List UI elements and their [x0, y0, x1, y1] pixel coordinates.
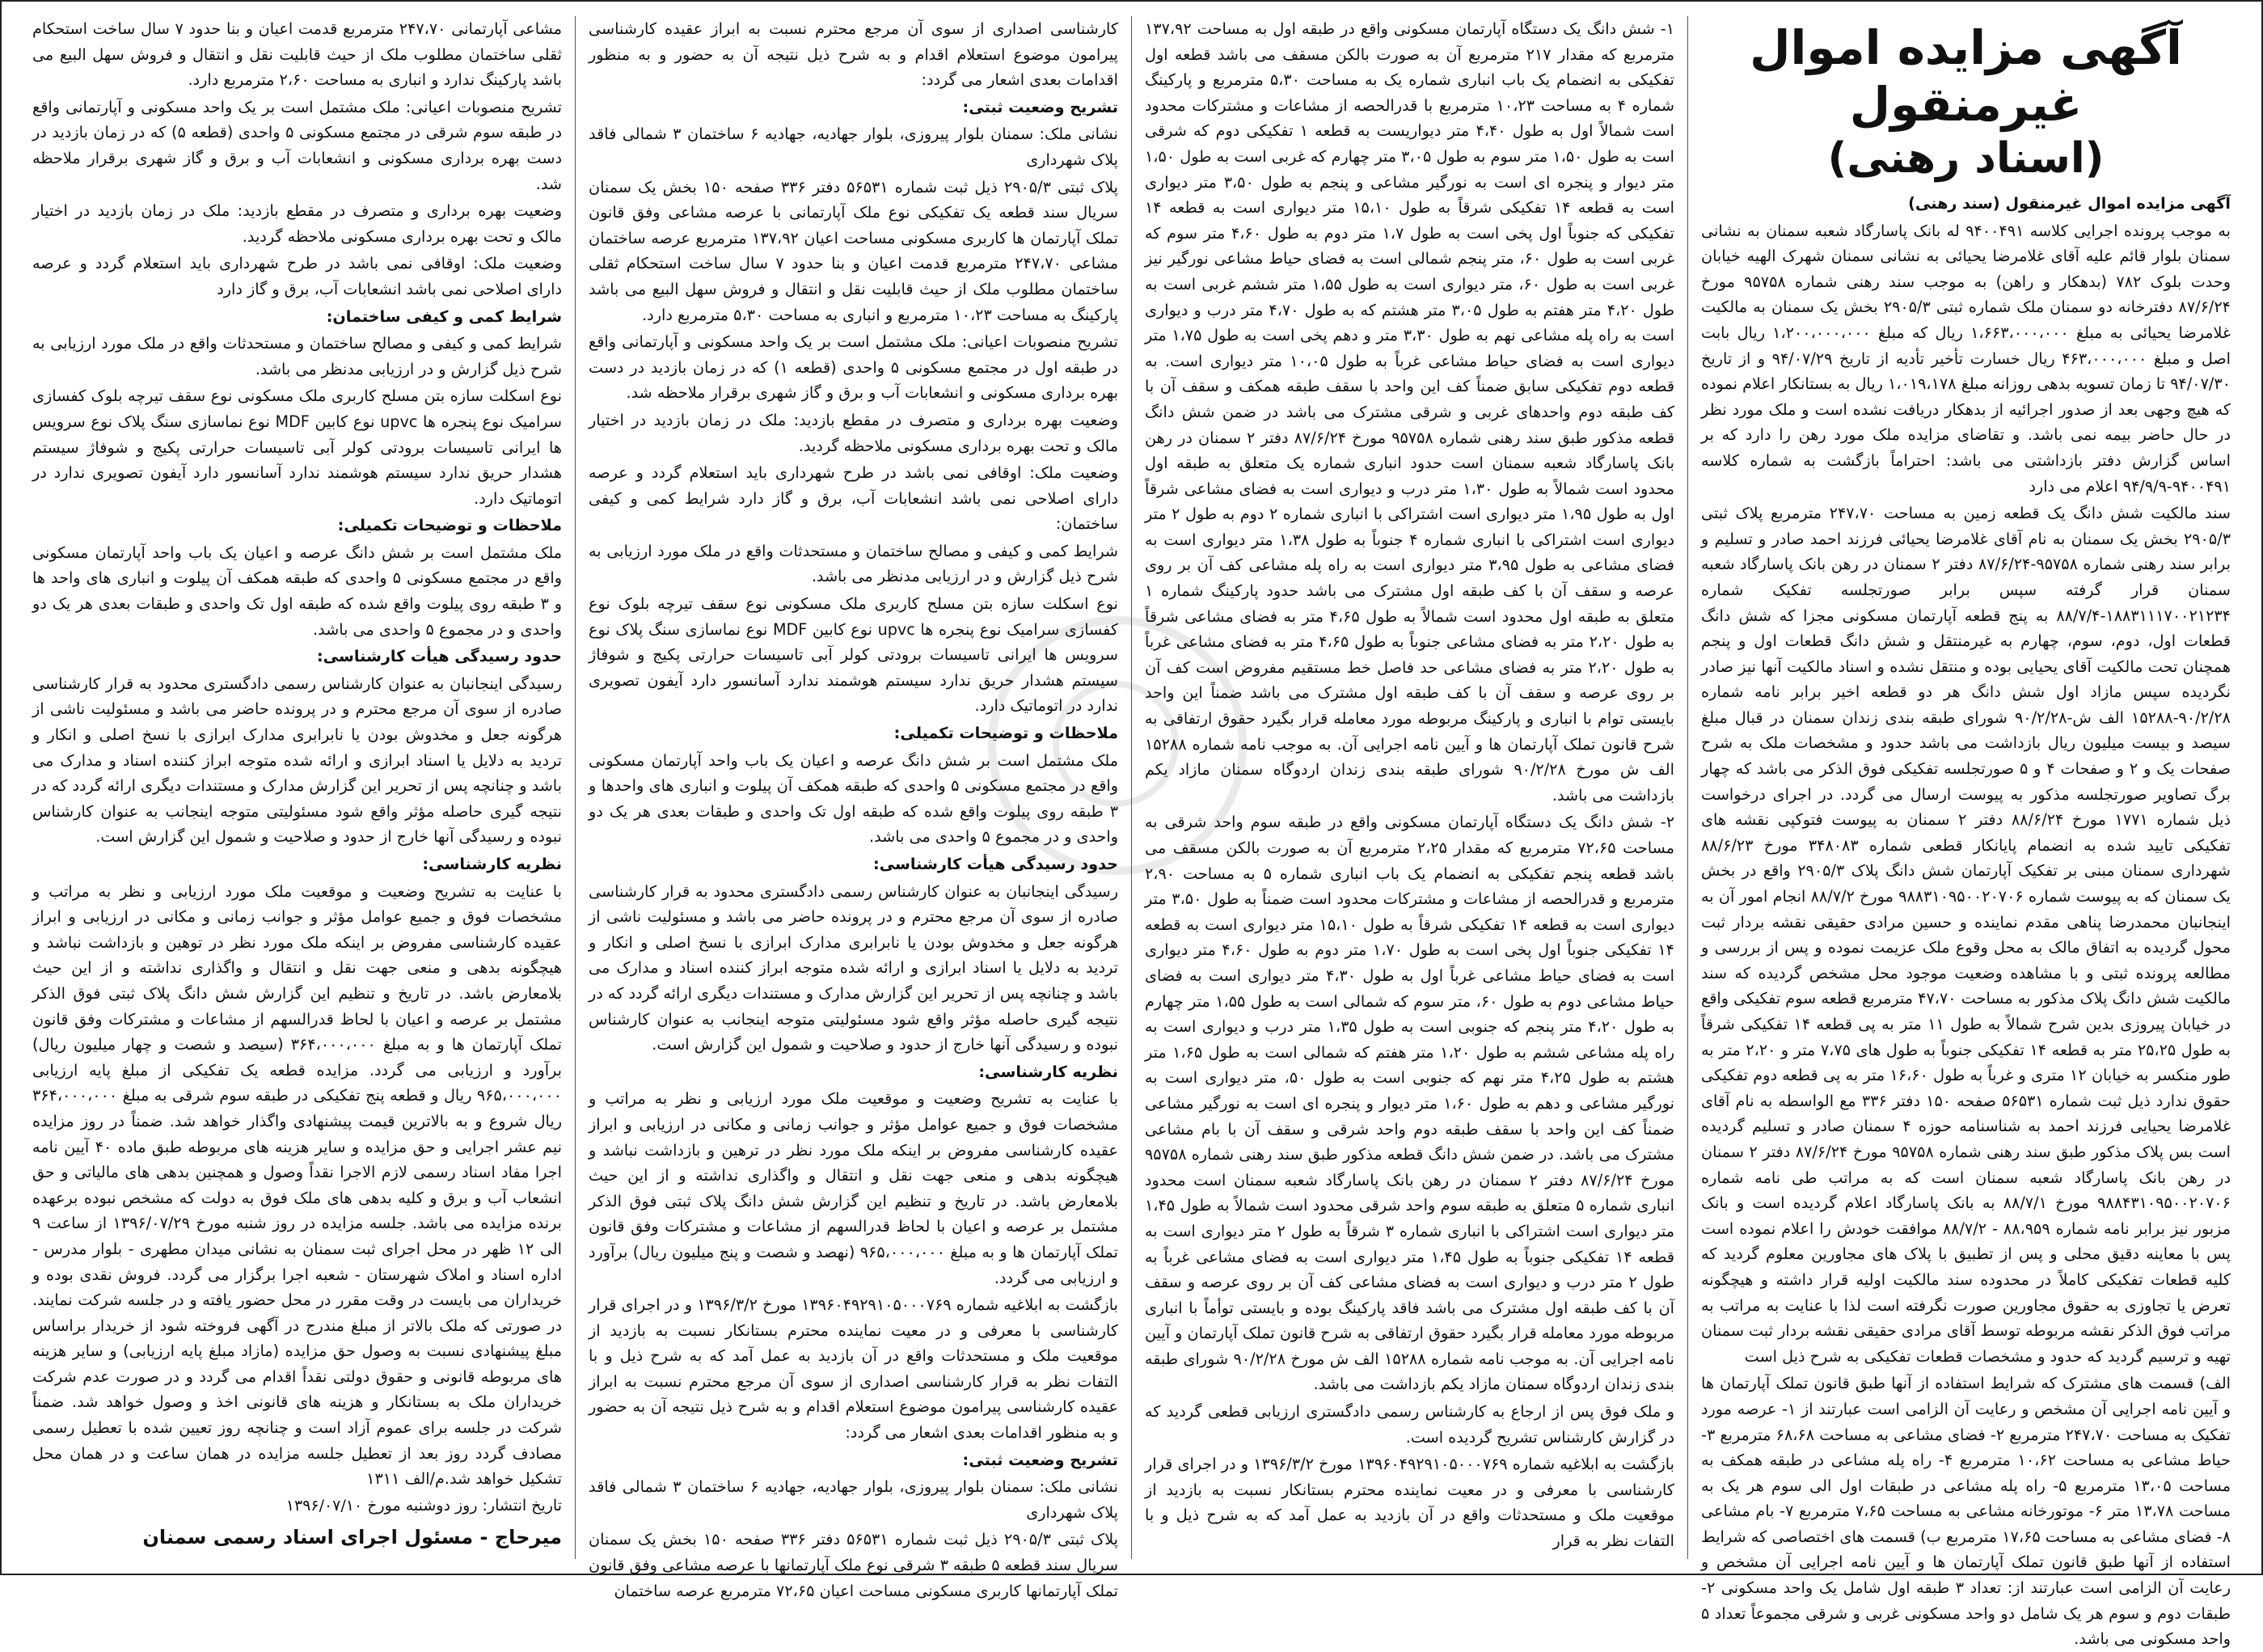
paragraph: تشریح منصوبات اعیانی: ملک مشتمل است بر یک واحد مسکونی و آپارتمانی واقع در طبقه سوم شرقی در مجتمع مسکونی ۵ واحدی (قطعه ۵) که در زمان بازدید در دست بهره برداری مسکونی و انشعابات آب و برق و گاز شهری برقرار ملاحظه شد. [32, 97, 562, 193]
section-heading: تشریح وضعیت ثبتی: [962, 1450, 1118, 1469]
paragraph: پلاک ثبتی ۲۹۰۵/۳ ذیل ثبت شماره ۵۶۵۳۱ دفتر ۳۳۶ صفحه ۱۵۰ بخش یک سمنان سریال سند قطعه یک تفکیکی نوع ملک آپارتمانی با عرصه مشاعی وفق قانون تملک آپارتمان ها کاربری مسکونی مساحت اعیان ۱۳۷،۹۲ مترمربع عرصه ساختمان مشاعی ۲۴۷،۷۰ مترمربع قدمت اعیان و بنا حدود ۷ سال ساخت استحکام ثقلی ساختمان مطلوب ملک از حیث قابلیت نقل و انتقال و فروش سهل البیع می باشد پارکینگ به مساحت ۱۰،۲۳ مترمربع و انباری به مساحت ۵،۳۰ مترمربع دارد. [589, 177, 1119, 324]
paragraph: سند مالکیت شش دانگ یک قطعه زمین به مساحت ۲۴۷،۷۰ مترمربع پلاک ثبتی ۲۹۰۵/۳ بخش یک سمنان به نام آقای غلامرضا یحیائی فرزند احمد صادر و تسلیم و برابر سند رهنی شماره ۹۵۷۵۸-۸۷/۶/۲۴ دفتر ۲ سمنان در رهن بانک پاسارگاد شعبه سمنان قرار گرفته سپس برابر صورتجلسه تفکیک شماره ۱۸۸۳۱۱۱۷۰۰۲۱۲۳۴-۸۸/۷/۴ به پنج قطعه آپارتمان مسکونی مجزا که شش دانگ قطعات اول، دوم، سوم، چهارم به غیرمنتقل و شش دانگ قطعات اول و پنجم همچنان تحت مالکیت آقای یحیایی بوده و منتقل نشده و اسناد مالکیت آنها نیز صادر نگردیده سپس مازاد اول شش دانگ هر دو قطعه اخیر برابر نامه شماره ۹۰/۲/۲۸-۱۵۲۸۸ الف ش-۹۰/۲/۲۸ شورای طبقه بندی زندان سمنان در قبال مبلغ سیصد و بیست میلیون ریال بازداشت می باشد حدود و مشخصات ملک به شرح صفحات یک و ۲ و صفحات ۴ و ۵ صورتجلسه تفکیکی فوق الذکر می باشد که چهار برگ تصاویر صورتجلسه مذکور به پیوست ارسال می گردد. در اجرای درخواست ذیل شماره ۱۷۷۱ مورخ ۸۸/۶/۲۴ دفتر ۲ سمنان به پیوست فتوکپی نقشه های تفکیکی تایید شده به انضمام پایانکار قطعی شماره ۳۴۸۰۸۳ مورخ ۸۸/۶/۲۳ شهرداری سمنان مبنی بر تفکیک آپارتمان شش دانگ پلاک ۲۹۰۵/۳ واقع در بخش یک سمنان که به پیوست شماره ۹۸۸۳۱۰۹۵۰۰۲۰۷۰۶ مورخ ۸۸/۷/۲ انجام امور آن به اینجانبان محمدرضا پناهی مقدم نماینده و حسین مرادی حقیقی نقشه بردار ثبت محول گردیده به اتفاق مالک به محل وقوع ملک عزیمت نموده و پس از بررسی و مطالعه پرونده ثبتی و با مشاهده وضعیت موجود محل مشخص گردیده که سند مالکیت شش دانگ پلاک مذکور به مساحت ۴۷،۷۰ مترمربع قطعه سوم تفکیکی واقع در خیابان پیروزی بدین شرح شمالاً به طول ۱۱ متر به پی قطعه ۱۴ تفکیکی شرقاً به طول ۲۵،۲۵ متر به قطعه ۱۴ تفکیکی جنوباً به طول های ۷،۷۵ متر و ۲،۲۰ متر به طور منکسر به خیابان ۱۲ متری و غرباً به طول ۱۶،۶۰ متر به پی قطعه دوم تفکیکی حقوق ندارد ذیل ثبت شماره ۵۶۵۳۱ صفحه ۱۵۰ دفتر ۳۳۶ مع الواسطه به نام آقای غلامرضا یحیایی فرزند احمد به شناسنامه حوزه ۴ سمنان صادر و تسلیم گردیده است بس پلاک مذکور طبق سند رهنی شماره ۹۵۷۵۸ مورخ ۸۷/۶/۲۴ دفتر ۲ سمنان در رهن بانک پاسارگاد شعبه سمنان است که به مراتب طی نامه شماره ۹۸۸۴۳۱۰۹۵۰۰۲۰۷۰۶ مورخ ۸۸/۷/۱ به بانک پاسارگاد اعلام گردیده است و بانک مزبور نیز برابر نامه شماره ۸۸،۹۵۹ - ۸۸/۷/۲ موافقت خودش را اعلام نموده است پس با معاینه دقیق محلی و پس از تطبیق با پلاک های مجاورین معلوم گردید که کلیه قطعات تفکیکی کاملاً در محدوده سند مالکیت اولیه قرار داشته و هیچگونه تعرض یا تجاوزی به حقوق مجاورین صورت نگرفته است لذا با عنایت به مراتب به مراتب فوق الذکر نقشه مربوطه توسط آقای مرادی حقیقی نقشه بردار ثبت سمنان تهیه و ترسیم گردید که حدود و مشخصات قطعات تفکیکی به شرح ذیل است [1701, 504, 2231, 1366]
paragraph: نشانی ملک: سمنان بلوار پیروزی، بلوار جهادیه، جهادیه ۶ ساختمان ۳ شمالی فاقد پلاک شهرداری [589, 125, 1118, 169]
paragraph: وضعیت ملک: اوقافی نمی باشد در طرح شهرداری باید استعلام گردد و عرصه دارای اصلاحی نمی باشد انشعابات آب، برق و گاز دارد شرایط کمی و کیفی ساختمان: [589, 463, 1118, 534]
section-heading: آگهی مزایده اموال غیرمنقول (سند رهنی) [1908, 194, 2231, 213]
ad-title: آگهی مزایده اموال غیرمنقول [1750, 20, 2182, 132]
column-4 [19, 16, 576, 1559]
paragraph: کارشناسی اصداری از سوی آن مرجع محترم نسبت به ابراز عقیده کارشناسی پیرامون موضوع استعلام اقدام و به شرح ذیل نتیجه آن به حضور و به منظور اقدامات بعدی اشعار می گردد: [589, 19, 1118, 90]
paragraph: شرایط کمی و کیفی و مصالح ساختمان و مستحدثات واقع در ملک مورد ارزیابی به شرح ذیل گزارش و در ارزیابی مدنظر می باشد. [32, 334, 562, 378]
section-heading: حدود رسیدگی هیأت کارشناسی: [316, 647, 562, 666]
publication-date: تاریخ انتشار: روز دوشنبه مورخ ۱۳۹۶/۰۷/۱۰ [285, 1496, 562, 1515]
section-heading: نظریه کارشناسی: [422, 855, 562, 873]
column-1 [1688, 16, 2244, 1649]
paragraph: با عنایت به تشریح وضعیت و موقعیت ملک مورد ارزیابی و نظر به مراتب و مشخصات فوق و جمیع عوامل مؤثر و جوانب زمانی و مکانی در ارزیابی و ابراز عقیده کارشناسی مفروض بر اینکه ملک مورد نظر در توهین و بازداشت نباشد و هیچگونه بدهی و منعی جهت نقل و انتقال و واگذاری نداشته و از این حیث بلامعارض باشد. در تاریخ و تنظیم این گزارش شش دانگ پلاک ثبتی فوق الذکر مشتمل بر عرصه و اعیان با لحاظ قدرالسهم از مشاعات و مشترکات وفق قانون تملک آپارتمان ها و به مبلغ ۳۶۴،۰۰۰،۰۰۰ (سیصد و شصت و چهار میلیون ریال) برآورد و ارزیابی می گردد. مزایده قطعه یک تفکیکی از مبلغ پایه ارزیابی ۹۶۵،۰۰۰،۰۰۰ ریال و قطعه پنج تفکیکی در طبقه سوم شرقی به مبلغ ۳۶۴،۰۰۰،۰۰۰ ریال شروع و به بالاترین قیمت پیشنهادی واگذار خواهد شد. ضمناً در روز مزایده نیم عشر اجرایی و حق مزایده و سایر هزینه های مربوطه طبق ماده ۴۰ آیین نامه اجرا مفاد اسناد رسمی لازم الاجرا نقداً وصول و همچنین بدهی های مالیاتی و حق انشعاب آب و برق و کلیه بدهی های ملک فوق به دولت که مشخص نبوده برعهده برنده مزایده می باشد. جلسه مزایده در روز شنبه مورخ ۱۳۹۶/۰۷/۲۹ از ساعت ۹ الی ۱۲ ظهر در محل اجرای ثبت سمنان به نشانی میدان مطهری - بلوار مدرس - اداره اسناد و املاک شهرستان - شعبه اجرا برگزار می گردد. فروش نقدی بوده و خریداران می بایست در وقت مقرر در محل حضور یافته و در جلسه شرکت نمایند. در صورتی که ملک بالاتر از مبلغ مندرج در آگهی فروخته شود از خریدار براساس مبلغ پیشنهادی نسبت به وصول حق مزایده (مازاد مبلغ پایه ارزیابی) و سایر هزینه های مربوطه قانونی و حقوق دولتی نقداً اقدام می گردد و در صورت عدم شرکت خریداران ملک به بستانکار و هزینه های قانونی اخذ و وصول خواهد شد. ضمناً شرکت در جلسه برای عموم آزاد است و چنانچه روز تعیین شده با تعطیل رسمی مصادف گردد روز بعد از تعطیل جلسه مزایده در همان ساعت و در همان محل تشکیل خواهد شد.م/الف ۱۳۱۱ [32, 881, 563, 1489]
paragraph: ملک مشتمل است بر شش دانگ عرصه و اعیان یک باب واحد آپارتمان مسکونی واقع در مجتمع مسکونی ۵ واحدی که طبقه همکف آن پیلوت و انباری های واحد ها و ۳ طبقه روی پیلوت واقع شده که طبقه اول تک واحدی و طبقات بعدی هر یک دو واحدی و در مجموع ۵ واحدی می باشد. [32, 543, 563, 639]
paragraph: وضعیت بهره برداری و متصرف در مقطع بازدید: ملک در زمان بازدید در اختیار مالک و تحت بهره برداری مسکونی ملاحظه گردید. [32, 201, 562, 246]
paragraph: تشریح منصوبات اعیانی: ملک مشتمل است بر یک واحد مسکونی و آپارتمانی واقع در طبقه اول در مجتمع مسکونی ۵ واحدی (قطعه ۱) که در زمان بازدید در دست بهره برداری مسکونی و انشعابات آب و برق و گاز شهری برقرار ملاحظه شد. [589, 332, 1118, 403]
paragraph: شرایط کمی و کیفی و مصالح ساختمان و مستحدثات واقع در ملک مورد ارزیابی به شرح ذیل گزارش و در ارزیابی مدنظر می باشد. [589, 541, 1118, 586]
columns-container [19, 16, 2244, 1649]
section-heading: ملاحظات و توضیحات تکمیلی: [893, 724, 1118, 743]
paragraph: و ملک فوق پس از ارجاع به کارشناس رسمی دادگستری ارزیابی قطعی گردید که در گزارش کارشناس تشریح گردیده است. [1145, 1402, 1674, 1447]
paragraph: نوع اسکلت سازه بتن مسلح کاربری ملک مسکونی نوع سقف تیرچه بلوک نوع کفسازی سرامیک نوع پنجره ها upvc نوع کابین MDF نوع نماسازی سنگ پلاک نوع سرویس ها ایرانی تاسیسات برودتی کولر آبی تاسیسات حرارتی پکیج و شوفاژ سیستم هشدار حریق ندارد سیستم هوشمند ندارد آسانسور دارد آیفون تصویری ندارد در اتوماتیک دارد. [589, 594, 1118, 716]
paragraph: رسیدگی اینجانبان به عنوان کارشناس رسمی دادگستری محدود به قرار کارشناسی صادره از سوی آن مرجع محترم و در پرونده حاضر می باشد و مسئولیت ناشی از هرگونه جعل و مخدوش بودن یا نابرابری مدارک ابرازی با نسخ اصلی و انکار و تردید به دلایل یا اسناد ابرازی و ارائه شده متوجه ابراز کننده اسناد و مدارک می باشد و چنانچه پس از تحریر این گزارش مدارک و مستندات دیگری ارائه گردد که در نتیجه گیری حاصله مؤثر واقع شود مسئولیتی متوجه اینجانب به عنوان کارشناس نبوده و رسیدگی آنها خارج از حدود و صلاحیت و شمول این گزارش است. [589, 881, 1118, 1054]
signature-line: میرحاج - مسئول اجرای اسناد رسمی سمنان [142, 1525, 562, 1548]
paragraph: رسیدگی اینجانبان به عنوان کارشناس رسمی دادگستری محدود به قرار کارشناسی صادره از سوی آن مرجع محترم و در پرونده حاضر می باشد و مسئولیت ناشی از هرگونه جعل و مخدوش بودن یا نابرابری مدارک ابرازی با نسخ اصلی و انکار و تردید به دلایل یا اسناد ابرازی و ارائه شده متوجه ابراز کننده اسناد و مدارک می باشد و چنانچه پس از تحریر این گزارش مدارک و مستندات دیگری ارائه گردد که در نتیجه گیری حاصله مؤثر واقع شود مسئولیتی متوجه اینجانب به عنوان کارشناس نبوده و رسیدگی آنها خارج از حدود و صلاحیت و شمول این گزارش است. [32, 674, 562, 847]
section-heading: حدود رسیدگی هیأت کارشناسی: [872, 855, 1118, 873]
paragraph: بازگشت به ابلاغیه شماره ۱۳۹۶۰۴۹۲۹۱۰۵۰۰۰۷۶۹ مورخ ۱۳۹۶/۳/۲ و در اجرای قرار کارشناسی با معرفی و در معیت نماینده محترم بستانکار نسبت به بازدید از موقعیت ملک و مستحدثات واقع در آن بازدید به عمل آمد که به شرح ذیل و با التفات نظر به قرار [1145, 1455, 1674, 1551]
paragraph: الف) قسمت های مشترک که شرایط استفاده از آنها طبق قانون تملک آپارتمان ها و آیین نامه اجرایی آن مشخص و رعایت آن الزامی است عبارتند از ۱- عرصه مورد تفکیک به مساحت ۲۴۷،۷۰ مترمربع ۲- فضای مشاعی به مساحت ۶۸،۶۸ مترمربع ۳- حیاط مشاعی به مساحت ۱۰،۶۲ مترمربع ۴- راه پله مشاعی در طبقه همکف به مساحت ۱۳،۰۵ مترمربع ۵- راه پله مشاعی در طبقات اول الی سوم هر یک به مساحت ۱۳،۷۸ متر ۶- موتورخانه مشاعی به مساحت ۷،۶۵ مترمربع ۷- بام مشاعی ۸- فضای مشاعی به مساحت ۱۷،۶۵ مترمربع ب) قسمت های اختصاصی که شرایط استفاده از آنها طبق قانون تملک آپارتمان ها و آیین نامه اجرایی آن مشخص و رعایت آن الزامی است عبارتند از: تعداد ۳ طبقه اول شامل یک واحد مسکونی ۲- طبقات دوم و سوم هر یک شامل دو واحد مسکونی غربی و شرقی مجموعاً تعداد ۵ واحد مسکونی می باشد. [1701, 1374, 2231, 1649]
section-heading: ملاحظات و توضیحات تکمیلی: [337, 516, 562, 535]
paragraph: بازگشت به ابلاغیه شماره ۱۳۹۶۰۴۹۲۹۱۰۵۰۰۰۷۶۹ مورخ ۱۳۹۶/۳/۲ و در اجرای قرار کارشناسی با معرفی و در معیت نماینده محترم بستانکار نسبت به بازدید از موقعیت ملک و مستحدثات واقع در آن بازدید به عمل آمد که به شرح ذیل و با التفات نظر به قرار کارشناسی اصداری از سوی آن مرجع محترم نسبت به ابراز عقیده کارشناسی پیرامون موضوع استعلام اقدام و به شرح ذیل نتیجه آن به حضور و به منظور اقدامات بعدی اشعار می گردد: [589, 1295, 1118, 1443]
section-heading: شرایط کمی و کیفی ساختمان: [326, 306, 562, 326]
paragraph: نوع اسکلت سازه بتن مسلح کاربری ملک مسکونی نوع سقف تیرچه بلوک کفسازی سرامیک نوع پنجره ها upvc نوع کابین MDF نوع نماسازی سنگ پلاک نوع سرویس ها ایرانی تاسیسات برودتی کولر آبی تاسیسات حرارتی پکیج و شوفاژ سیستم هشدار حریق ندارد سیستم هوشمند ندارد آسانسور دارد آیفون تصویری ندارد در اتوماتیک دارد. [32, 387, 562, 508]
paragraph: ۱- شش دانگ یک دستگاه آپارتمان مسکونی واقع در طبقه اول به مساحت ۱۳۷،۹۲ مترمربع که مقدار ۲۱۷ مترمربع آن به صورت بالکن مسقف می باشد قطعه اول تفکیکی به انضمام یک باب انباری شماره یک به مساحت ۵،۳۰ مترمربع و پارکینگ شماره ۴ به مساحت ۱۰،۲۳ مترمربع با قدرالحصه از مشاعات و مشترکات محدود است شمالاً اول به طول ۴،۴۰ متر دیواریست به قطعه ۱ تفکیکی دوم که شرقی است به طول ۱،۵۰ متر سوم به طول ۳،۰۵ متر چهارم که غربی است به طول ۱،۵۰ متر دیوار و پنجره ای است به نورگیر مشاعی و پنجم به طول ۳،۵۰ متر دیواری است به قطعه ۱۴ تفکیکی شرقاً به طول ۱۵،۱۰ متر دیواری است به قطعه ۱۴ تفکیکی که جنوباً اول پخی است به طول ۱،۷ متر دوم به طول ۴،۶۰ متر سوم که غربی است به طول ۶۰، متر پنجم شمالی است به فضای حیاط مشاعی نورگیر نیز غربی است به طول ۶۰، متر دیواری است به طول ۱،۵۵ متر ششم غربی است به طول ۴،۲۰ متر هفتم به طول ۳،۰۵ متر هشتم که به طول ۴،۷۰ متر درب و دیواری است به راه پله مشاعی نهم به طول ۳،۳۰ متر و دهم پخی است به طول ۱،۷۵ متر دیواری است به فضای حیاط مشاعی غرباً به طول ۱۰،۰۵ متر دیواری است. به قطعه دوم تفکیکی سابق ضمناً کف این واحد با سقف طبقه همکف و سقف آن با کف طبقه دوم واحدهای غربی و شرقی مشترک می باشد در ضمن شش دانگ قطعه مذکور طبق سند رهنی شماره ۹۵۷۵۸ مورخ ۸۷/۶/۲۴ دفتر ۲ سمنان در رهن بانک پاسارگاد شعبه سمنان است حدود انباری شماره یک متعلق به طبقه اول محدود است شمالاً به طول ۱،۳۰ متر درب و دیواری است به فضای مشاعی شرقاً اول به طول ۱،۹۵ متر دیواری است اشتراکی با انباری شماره ۲ دوم به طول ۲ متر دیواری است اشتراکی با انباری شماره ۴ جنوباً به طول ۱،۳۸ متر دیواری است به فضای مشاعی به طول ۳،۹۵ متر دیواری است به راه پله مشاعی کف آن بر روی عرصه و سقف آن با کف طبقه اول مشترک می باشد حدود پارکینگ شماره ۱ متعلق به طبقه اول محدود است شمالاً به طول ۴،۶۵ متر به فضای مشاعی شرقاً به طول ۲،۲۰ متر به فضای مشاعی جنوباً به طول ۴،۶۵ متر به فضای مشاعی غرباً به طول ۲،۲۰ متر به فضای مشاعی حد فاصل خط مستقیم مفروض است کف آن بر روی عرصه و سقف آن با کف طبقه اول مشترک می باشد ضمناً این واحد بایستی توام با انباری و پارکینگ مربوطه مورد معامله قرار بگیرد حقوق ارتفاقی به شرح قانون تملک آپارتمان ها و آیین نامه اجرایی آن. به موجب نامه شماره ۱۵۲۸۸ الف ش مورخ ۹۰/۲/۲۸ شورای طبقه بندی زندان اردوگاه سمنان مازاد یکم بازداشت می باشد. [1145, 19, 1675, 805]
paragraph: با عنایت به تشریح وضعیت و موقعیت ملک مورد ارزیابی و نظر به مراتب و مشخصات فوق و جمیع عوامل مؤثر و جوانب زمانی و مکانی در ارزیابی و ابراز عقیده کارشناسی مفروض بر اینکه ملک مورد نظر در ترهین و بازداشت نباشد و هیچگونه بدهی و منعی جهت نقل و انتقال و واگذاری نداشته و از این حیث بلامعارض باشد. در تاریخ و تنظیم این گزارش شش دانگ پلاک ثبتی فوق الذکر مشتمل بر عرصه و اعیان با لحاظ قدرالسهم از مشاعات و مشترکات وفق قانون تملک آپارتمان ها و به مبلغ ۹۶۵،۰۰۰،۰۰۰ (نهصد و شصت و پنج میلیون ریال) برآورد و ارزیابی می گردد. [589, 1089, 1118, 1287]
column-3 [576, 16, 1132, 1600]
paragraph: پلاک ثبتی ۲۹۰۵/۳ ذیل ثبت شماره ۵۶۵۳۱ دفتر ۳۳۶ صفحه ۱۵۰ بخش یک سمنان سریال سند قطعه ۵ طبقه ۳ شرقی نوع ملک آپارتمانها با عرصه مشاعی وفق قانون تملک آپارتمانها کاربری مسکونی مساحت اعیان ۷۲،۶۵ مترمربع عرصه ساختمان [589, 1530, 1119, 1600]
column-2 [1132, 16, 1688, 1559]
section-heading: نظریه کارشناسی: [978, 1062, 1118, 1081]
section-heading: تشریح وضعیت ثبتی: [962, 97, 1118, 116]
paragraph: به موجب پرونده اجرایی کلاسه ۹۴۰۰۴۹۱ له بانک پاسارگاد شعبه سمنان به نشانی سمنان بلوار قائم علیه آقای غلامرضا یحیائی به نشانی سمنان شهرک الهیه خیابان وحدت بلوک ۷۸۲ (بدهکار و راهن) به موجب سند رهنی شماره ۹۵۷۵۸ مورخ ۸۷/۶/۲۴ دفترخانه دو سمنان ملک شماره ثبتی ۲۹۰۵/۳ بخش یک سمنان به مالکیت غلامرضا یحیائی به مبلغ ۱،۶۶۳،۰۰۰،۰۰۰ ریال که مبلغ ۱،۲۰۰،۰۰۰،۰۰۰ ریال بابت اصل و مبلغ ۴۶۳،۰۰۰،۰۰۰ ریال خسارت تأخیر تأدیه از تاریخ ۹۴/۰۷/۲۹ و از تاریخ ۹۴/۰۷/۳۰ تا زمان تسویه بدهی روزانه مبلغ ۱،۰۱۹،۱۷۸ ریال به بستانکار اعلام نموده که هیچ وجهی بعد از صدور اجرائیه از بدهکار دریافت نشده است و ملک مورد نظر در حال حاضر بیمه نمی باشد. و تقاضای مزایده ملک مورد رهن را دارد که بر اساس گزارش دفتر بازداشتی می باشد: احتراماً بازگشت به شماره کلاسه ۹۴۰۰۴۹۱-۹۴/۹/۹ اعلام می دارد [1701, 221, 2231, 496]
paragraph: نشانی ملک: سمنان بلوار پیروزی، بلوار جهادیه، جهادیه ۶ ساختمان ۳ شمالی فاقد پلاک شهرداری [589, 1477, 1118, 1522]
paragraph: وضعیت ملک: اوقافی نمی باشد در طرح شهرداری باید استعلام گردد و عرصه دارای اصلاحی نمی باشد انشعابات آب، برق و گاز دارد [32, 254, 562, 298]
paragraph: ملک مشتمل است بر شش دانگ عرصه و اعیان یک باب واحد آپارتمان مسکونی واقع در مجتمع مسکونی ۵ واحدی که طبقه همکف آن پیلوت و انباری های واحدها و ۳ طبقه روی پیلوت واقع شده که طبقه اول تک واحدی و طبقات بعدی هر یک دو واحدی و در مجموع ۵ واحدی می باشد. [589, 750, 1118, 847]
paragraph: مشاعی آپارتمانی ۲۴۷،۷۰ مترمربع قدمت اعیان و بنا حدود ۷ سال ساخت استحکام ثقلی ساختمان مطلوب ملک از حیث قابلیت نقل و انتقال و فروش سهل البیع می باشد پارکینگ ندارد و انباری به مساحت ۲،۶۰ مترمربع دارد. [32, 19, 562, 90]
ad-subtitle: (اسناد رهنی) [1827, 134, 2105, 183]
paragraph: وضعیت بهره برداری و متصرف در مقطع بازدید: ملک در زمان بازدید در اختیار مالک و تحت بهره برداری مسکونی ملاحظه گردید. [589, 410, 1118, 455]
paragraph: ۲- شش دانگ یک دستگاه آپارتمان مسکونی واقع در طبقه سوم واحد شرقی به مساحت ۷۲،۶۵ مترمربع که مقدار ۲،۲۵ مترمربع آن به صورت بالکن مسقف می باشد قطعه پنجم تفکیکی به انضمام یک باب انباری شماره ۵ به مساحت ۲،۹۰ مترمربع و قدرالحصه از مشاعات و مشترکات محدود است ضمناً به طول ۳،۵۰ متر دیواری است به قطعه ۱۴ تفکیکی شرقاً به طول ۱۵،۱۰ متر دیواری است به قطعه ۱۴ تفکیکی جنوباً اول پخی است به طول ۱،۷۰ متر دوم به طول ۴،۶۰ متر دیواری است به فضای حیاط مشاعی غرباً اول به طول ۴،۳۰ متر دیواری است به فضای حیاط مشاعی دوم به طول ۶۰، متر سوم که شمالی است به طول ۱،۵۵ متر چهارم به طول ۴،۲۰ متر پنجم که جنوبی است به طول ۱،۳۵ متر درب و دیواری است به راه پله مشاعی ششم به طول ۱،۲۰ متر هفتم که شمالی است به طول ۱،۶۵ متر هشتم به طول ۴،۲۵ متر نهم که جنوبی است به طول ۵۰، متر دیواری است به نورگیر مشاعی و دهم به طول ۱،۶۰ متر دیوار و پنجره ای است به نورگیر مشاعی ضمناً کف این واحد با سقف طبقه دوم واحد شرقی و سقف آن با بام مشاعی مشترک می باشد. در ضمن شش دانگ قطعه مذکور طبق سند رهنی شماره ۹۵۷۵۸ مورخ ۸۷/۶/۲۴ دفتر ۲ سمنان در رهن بانک پاسارگاد شعبه سمنان است محدود انباری شماره ۵ متعلق به طبقه سوم واحد شرقی محدود است شمالاً به طول ۱،۴۵ متر دیواری است اشتراکی با انباری شماره ۳ شرقاً به طول ۲ متر دیواری است به قطعه ۱۴ تفکیکی جنوباً به طول ۱،۴۵ متر دیواری است به فضای مشاعی غرباً به طول ۲ متر درب و دیواری است به فضای مشاعی کف آن بر روی عرصه و سقف آن با کف طبقه اول مشترک می باشد فاقد پارکینگ بوده و بایستی توأماً با انباری مربوطه مورد معامله قرار بگیرد حقوق ارتفاقی به شرح قانون تملک آپارتمان و آیین نامه اجرایی آن. به موجب نامه شماره ۱۵۲۸۸ الف ش مورخ ۹۰/۲/۲۸ شورای طبقه بندی زندان اردوگاه سمنان مازاد یکم بازداشت می باشد. [1145, 813, 1675, 1394]
